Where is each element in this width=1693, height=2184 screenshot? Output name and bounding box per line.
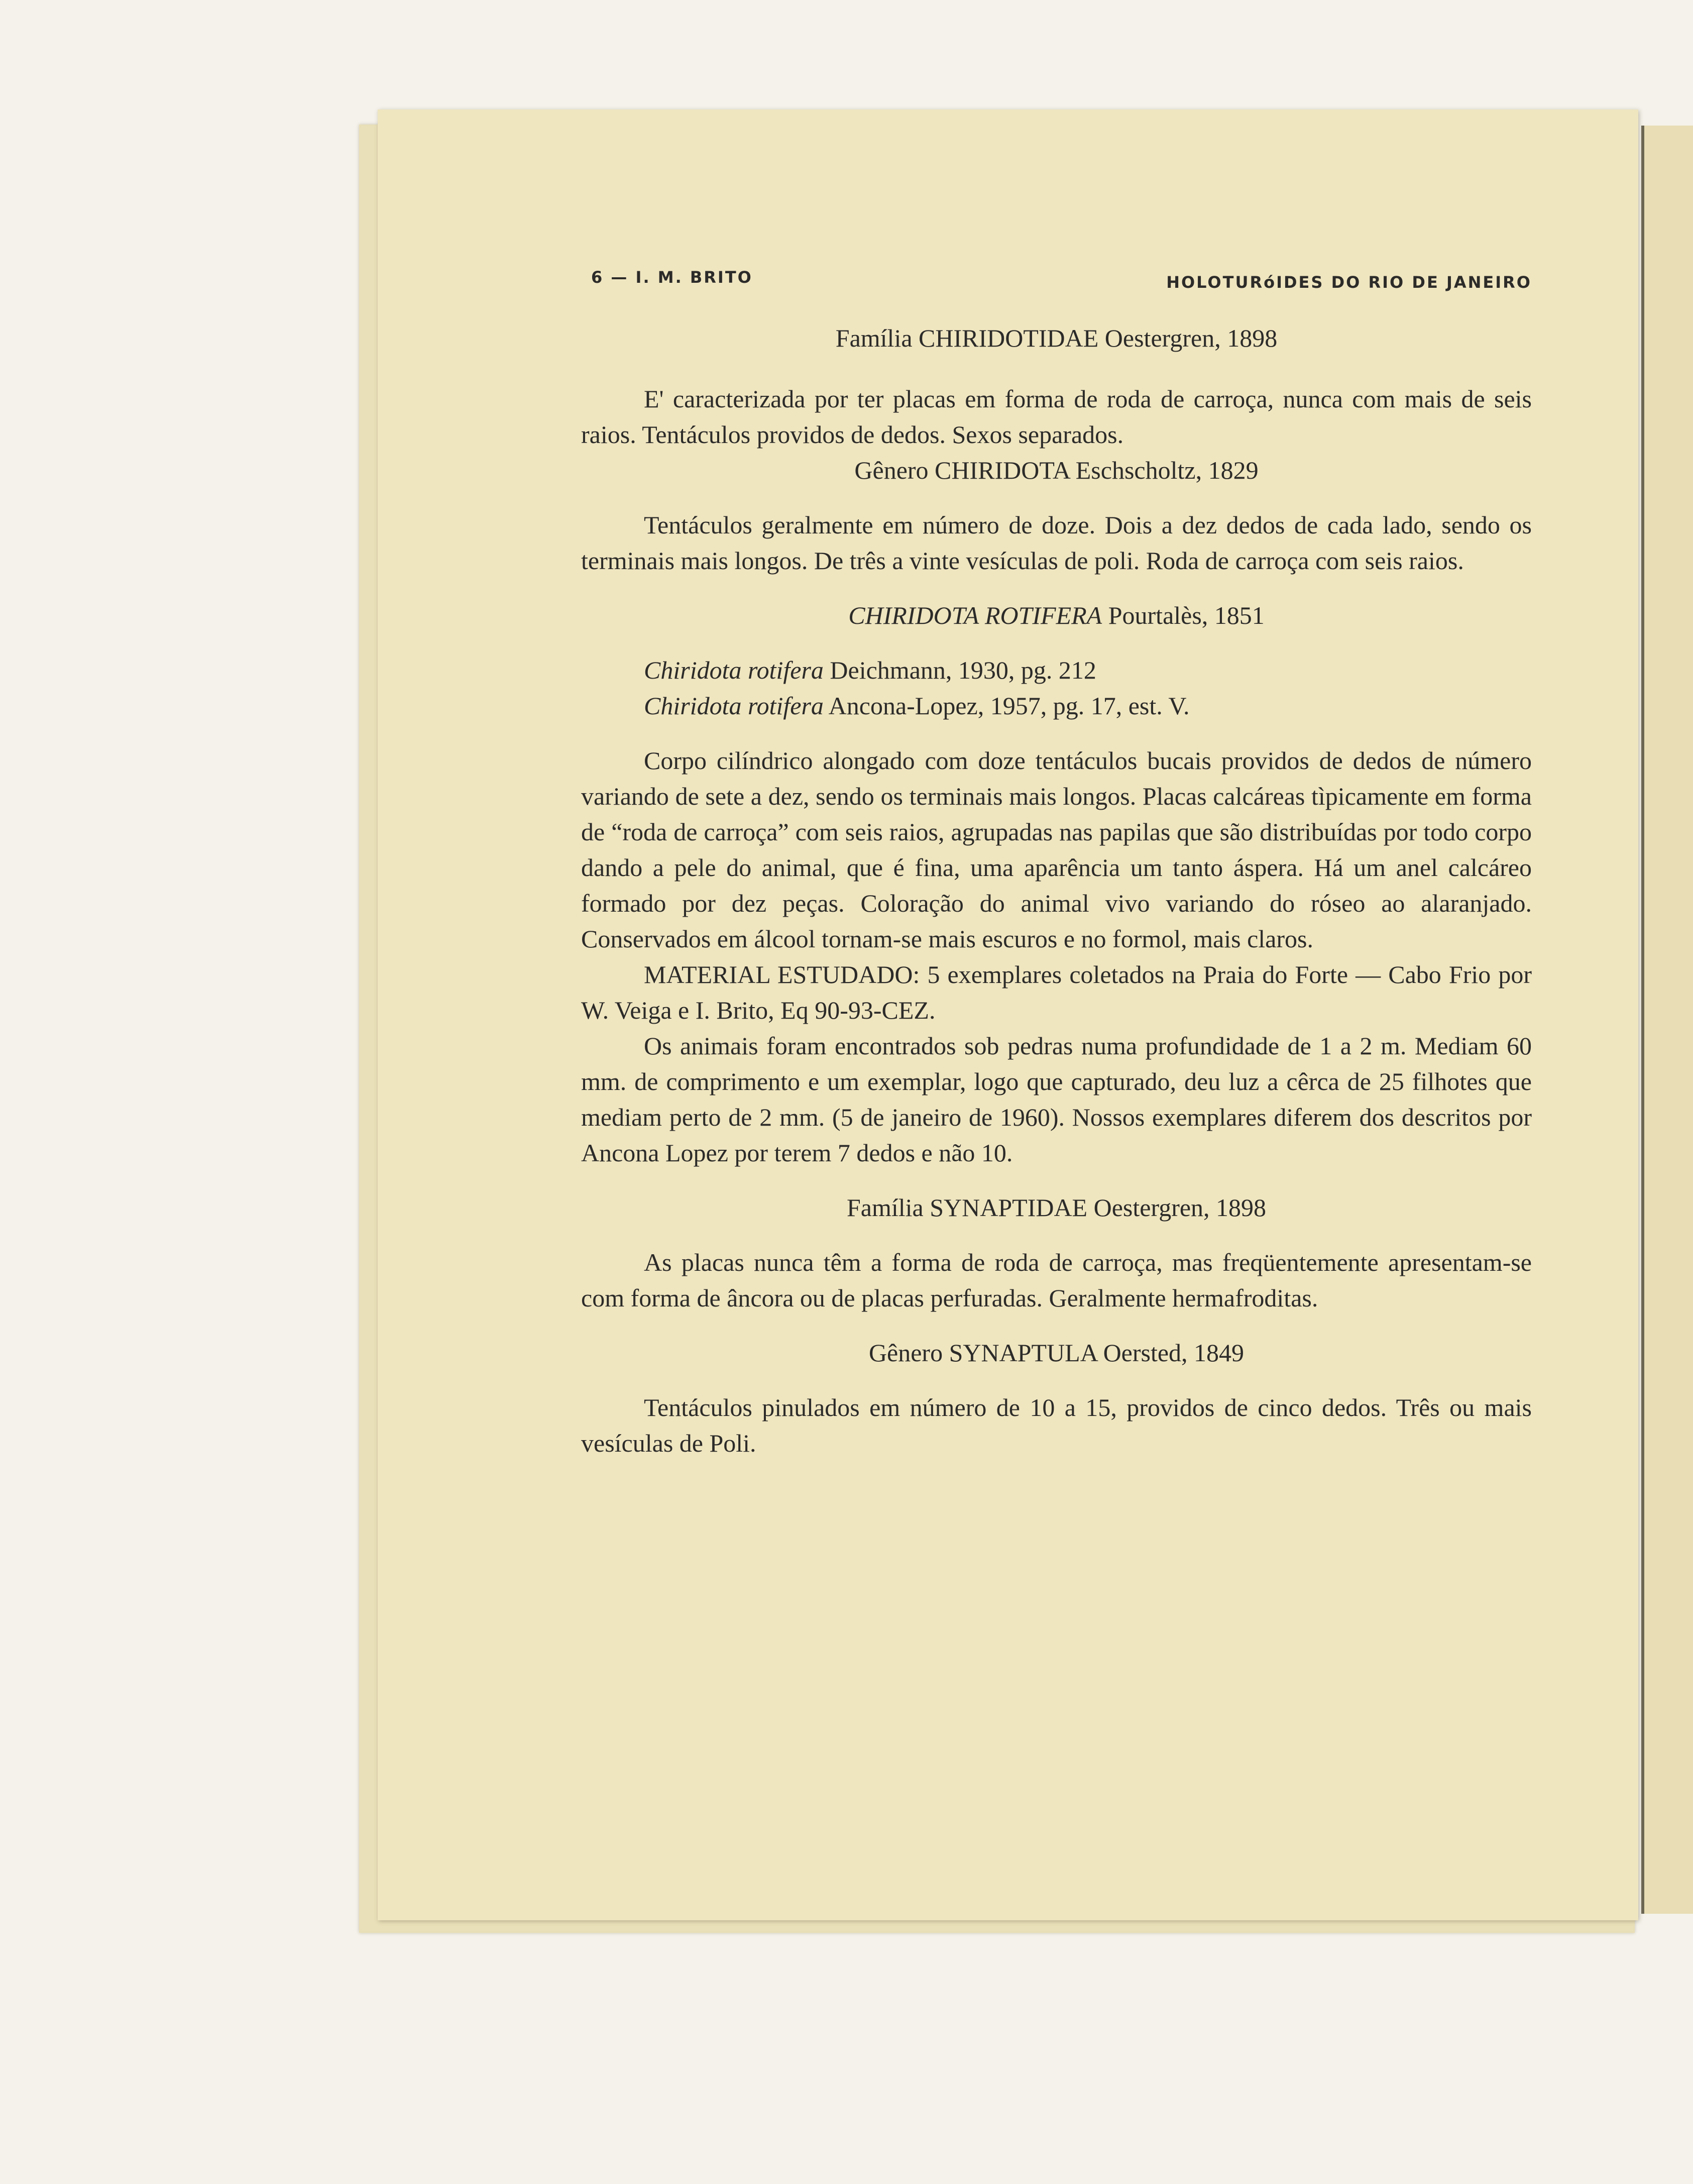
species-description: Corpo cilíndrico alongado com doze tentáculos bucais providos de dedos de número variando de sete a dez, sendo os terminais mais longos. Placas calcáreas tìpicamente em forma de “roda de carroça” com seis raios, agrupadas nas papilas que são distribuídas por todo corpo dando a pele do animal, que é fina, uma aparência um tanto áspera. Há um anel calcáreo formado por dez peças. Coloração do animal vivo variando do róseo ao alaranjado. Conservados em álcool tornam-se mais escuros e no formol, mais claros.: [581, 746, 1532, 953]
species-name: CHIRIDOTA ROTIFERA: [848, 601, 1102, 629]
family-chiridotidae-description: E' caracterizada por ter placas em forma de roda de carroça, nunca com mais de seis raios. Tentáculos providos de dedos. Sexos separados.: [581, 385, 1532, 449]
synonym-1-reference: Deichmann, 1930, pg. 212: [823, 656, 1096, 684]
material-studied: MATERIAL ESTUDADO: 5 exemplares coletados na Praia do Forte — Cabo Frio por W. Veiga e I. Brito, Eq 90-93-CEZ.: [581, 960, 1532, 1024]
observations: Os animais foram encontrados sob pedras numa profundidade de 1 a 2 m. Mediam 60 mm. de comprimento e um exemplar, logo que capturado, deu luz a cêrca de 25 filhotes que mediam perto de 2 mm. (5 de janeiro de 1960). Nossos exemplares diferem dos descritos por Ancona Lopez por terem 7 dedos e não 10.: [581, 1032, 1532, 1167]
synonym-line-2: [581, 688, 1532, 724]
species-heading: [581, 598, 1532, 633]
synonym-2-name: Chiridota rotifera: [644, 692, 824, 720]
adjacent-page-edge: [1641, 126, 1693, 1914]
species-author: Pourtalès, 1851: [1102, 601, 1265, 629]
page-body: [581, 320, 1532, 1461]
synonym-line-1: [581, 652, 1532, 688]
genus-synaptula-description: Tentáculos pinulados em número de 10 a 15, providos de cinco dedos. Três ou mais vesículas de Poli.: [581, 1393, 1532, 1457]
header-page-author: 6 — I. M. BRITO: [591, 268, 753, 287]
synonym-2-reference: Ancona-Lopez, 1957, pg. 17, est. V.: [823, 692, 1190, 720]
synonym-1-name: Chiridota rotifera: [644, 656, 824, 684]
genus-synaptula-heading: Gênero SYNAPTULA Oersted, 1849: [868, 1339, 1245, 1367]
genus-chiridota-heading: Gênero CHIRIDOTA Eschscholtz, 1829: [854, 456, 1259, 484]
header-journal-title: HOLOTURóIDES DO RIO DE JANEIRO: [1166, 273, 1532, 292]
running-header: [591, 268, 1532, 298]
family-chiridotidae-heading: Família CHIRIDOTIDAE Oestergren, 1898: [835, 324, 1278, 352]
family-synaptidae-description: As placas nunca têm a forma de roda de carroça, mas freqüentemente apresentam-se com forma de âncora ou de placas perfuradas. Geralmente hermafroditas.: [581, 1248, 1532, 1312]
genus-chiridota-description: Tentáculos geralmente em número de doze. Dois a dez dedos de cada lado, sendo os terminais mais longos. De três a vinte vesículas de poli. Roda de carroça com seis raios.: [581, 511, 1532, 575]
document-page: [378, 110, 1638, 1920]
family-synaptidae-heading: Família SYNAPTIDAE Oestergren, 1898: [846, 1193, 1267, 1222]
